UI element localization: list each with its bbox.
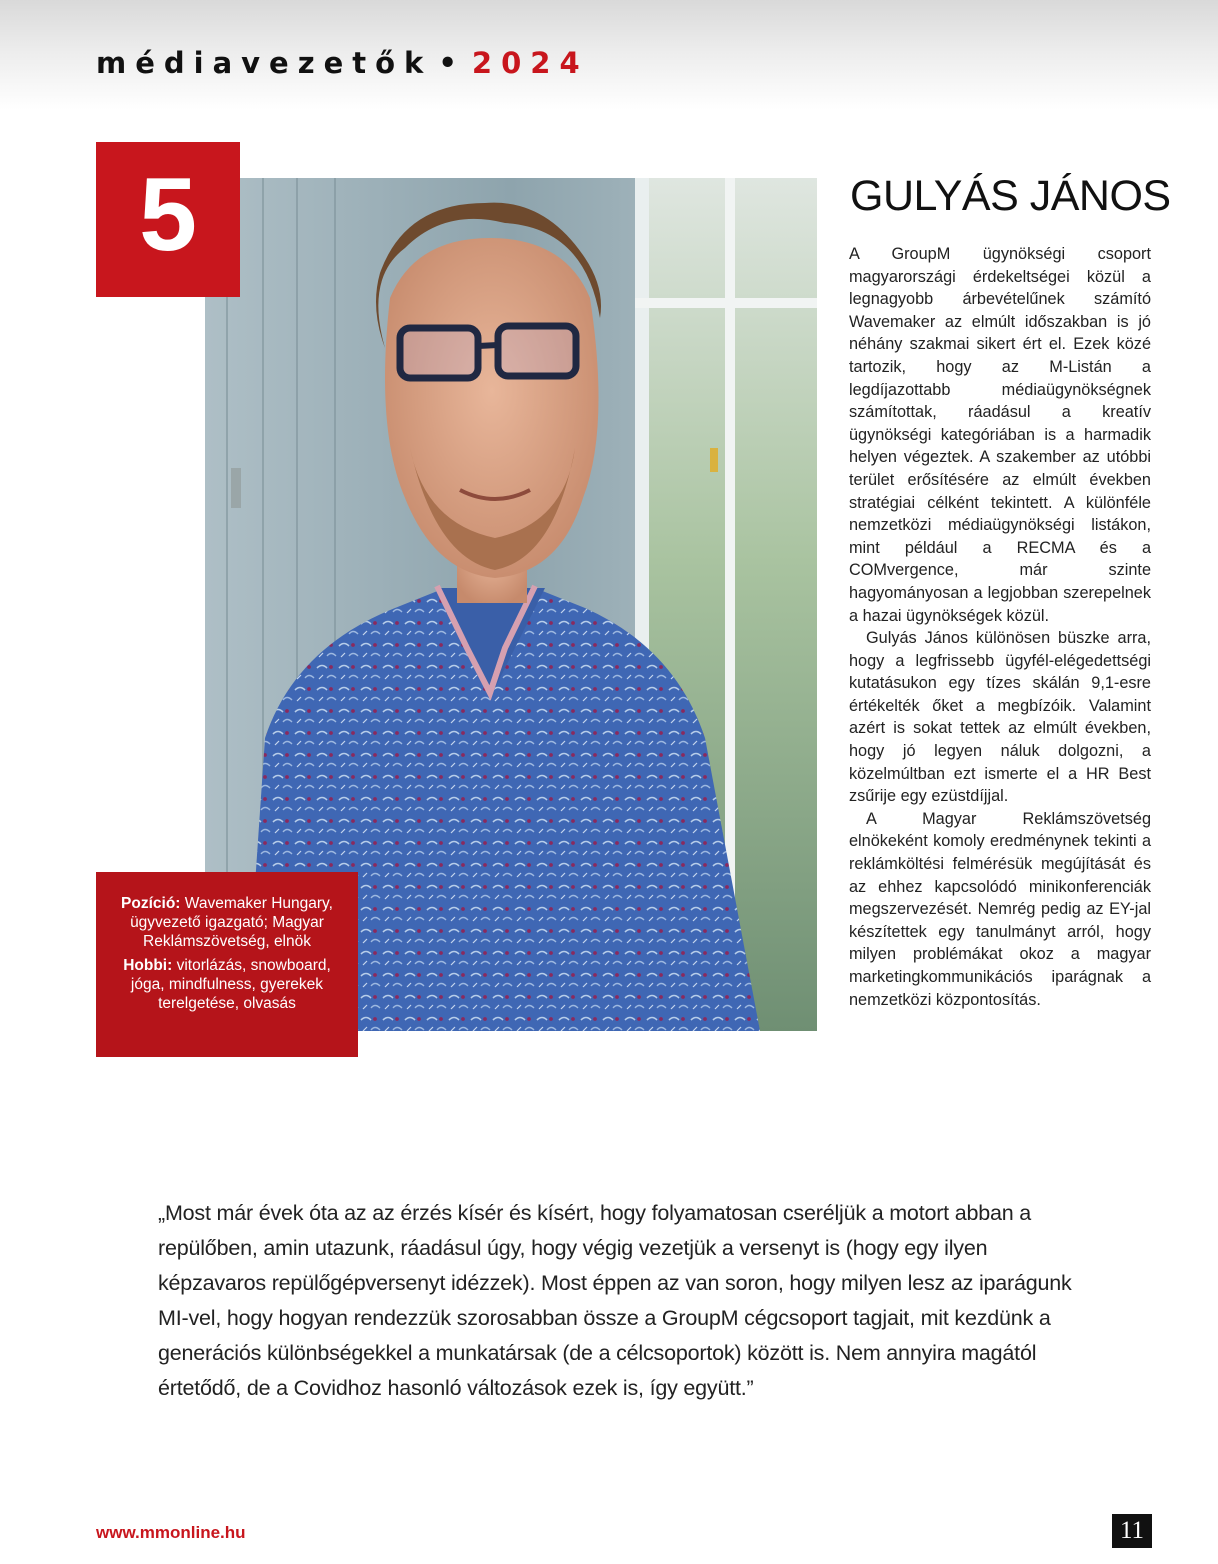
article-paragraph: Gulyás János különösen büszke arra, hogy a legfrissebb ügyfél-elégedettségi kutatásukon egy tízes skálán 9,1-esre értékelték őket a megbízóik. Valamint azért is sokat tettek az elmúlt években, hogy jó legyen náluk dolgozni, a közelmúltban ezt ismerte el a HR Best zsűrije egy ezüstdíjjal. xyxy=(849,629,1151,806)
series-year: 2024 xyxy=(471,46,589,80)
person-name: GULYÁS JÁNOS xyxy=(850,172,1171,220)
article-paragraph: A Magyar Reklámszövetség elnökeként komoly eredménynek tekinti a reklámköltési felmérésük megújítását és az ehhez kapcsolódó minikonferenciák megszervezését. Nemrég pedig az EY-jal készítettek egy tanulmányt arról, hogy milyen problémákat okoz a magyar marketingkommunikációs iparágnak a nemzetközi központosítás. xyxy=(849,809,1151,1009)
position-label: Pozíció: xyxy=(121,895,181,912)
hobby-value: vitorlázás, snowboard, jóga, mindfulness, gyerekek terelgetése, olvasás xyxy=(130,957,331,1012)
position-entry xyxy=(110,894,344,951)
series-name: médiavezetők xyxy=(96,46,433,80)
hobby-label: Hobbi: xyxy=(123,957,173,974)
page-number: 11 xyxy=(1112,1514,1152,1548)
article-body xyxy=(849,243,1151,1011)
article-paragraph: A GroupM ügynökségi csoport magyarországi érdekeltségei közül a legnagyobb árbevételűnek számító Wavemaker az elmúlt időszakban is jó néhány szakmai sikert ért el. Ezek közé tartozik, hogy az M-Listán a legdíjazottabb médiaügynökségnek számítottak, ráadásul a kreatív ügynökségi kategóriában is a harmadik helyen végeztek. A szakember az utóbbi terület erősítésére az elmúlt években stratégiai célként tekintett. A különféle nemzetközi médiaügynökségi listákon, mint például a RECMA és a COMvergence, már szinte hagyományosan a legjobban szerepelnek a hazai ügynökségek közül. xyxy=(849,245,1151,625)
profile-info-box xyxy=(96,872,358,1057)
footer-url[interactable]: www.mmonline.hu xyxy=(96,1523,246,1542)
hobby-entry xyxy=(110,956,344,1013)
series-title xyxy=(96,46,589,80)
position-value: Wavemaker Hungary, ügyvezető igazgató; Magyar Reklámszövetség, elnök xyxy=(130,895,333,950)
pull-quote: „Most már évek óta az az érzés kísér és kísért, hogy folyamatosan cseréljük a motort abban a repülőben, amin utazunk, ráadásul úgy, hogy végig vezetjük a versenyt is (hogy egy ilyen képzavaros repülőgépversenyt idézzek). Most éppen az van soron, hogy milyen lesz az iparágunk MI-vel, hogy hogyan rendezzük szorosabban össze a GroupM cégcsoport tagjait, mit kezdünk a generációs különbségekkel a munkatársak (de a célcsoportok) között is. Nem annyira magától értetődő, de a Covidhoz hasonló változások ezek is, így együtt.” xyxy=(158,1201,1072,1400)
rank-number: 5 xyxy=(139,157,197,273)
series-separator: • xyxy=(438,46,466,80)
